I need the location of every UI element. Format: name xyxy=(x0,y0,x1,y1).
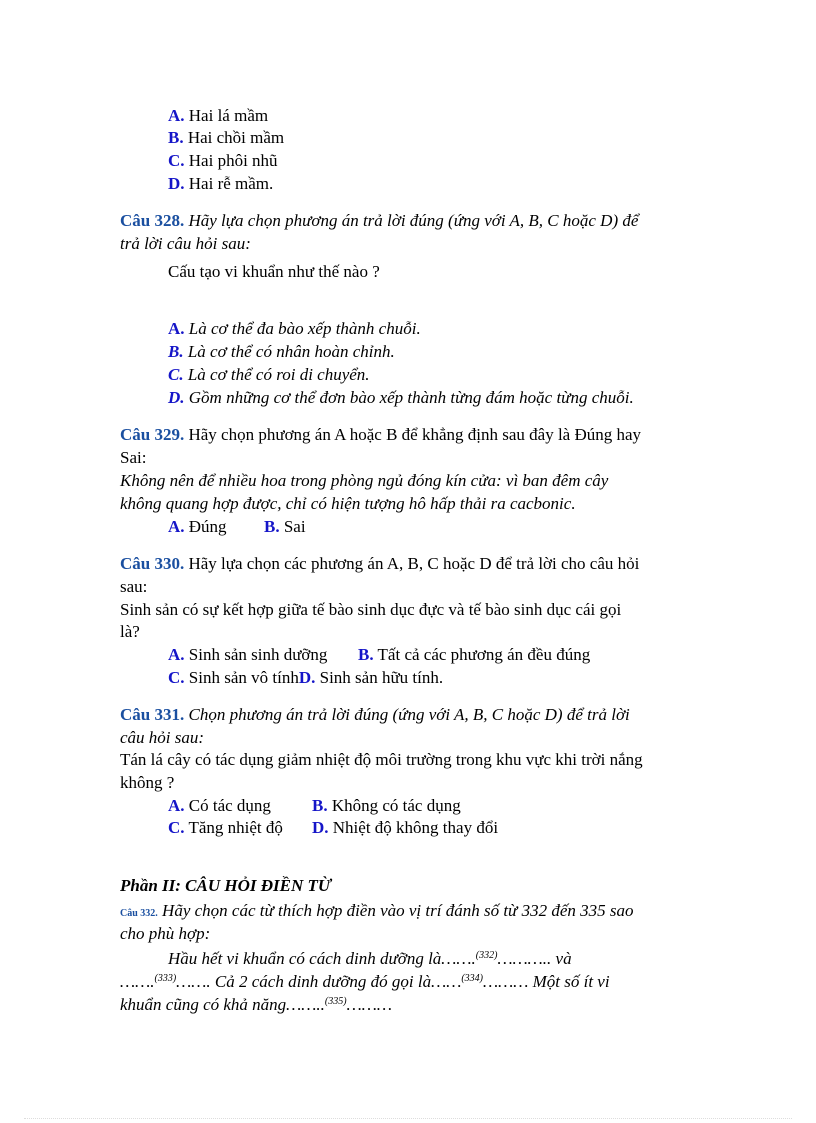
q329-statement-1: Không nên để nhiều hoa trong phòng ngủ đóng kín cửa: vì ban đêm cây xyxy=(120,471,609,490)
q327-option-d: D. Hai rễ mầm. xyxy=(168,174,274,193)
q331-question-2: không ? xyxy=(120,773,175,792)
q328-option-c: C. Là cơ thể có roi di chuyển. xyxy=(168,365,370,384)
q331-option-d: D. Nhiệt độ không thay đổi xyxy=(312,818,499,837)
page-bottom-border xyxy=(24,1118,792,1119)
q330-option-c: C. Sinh sản vô tínhD. Sinh sản hữu tính. xyxy=(168,668,444,687)
q330-question-1: Sinh sản có sự kết hợp giữa tế bào sinh dục đực và tế bào sinh dục cái gọi xyxy=(120,600,622,619)
q328-option-a: A. Là cơ thể đa bào xếp thành chuỗi. xyxy=(168,319,421,338)
q331-heading: Câu 331. Chọn phương án trả lời đúng (ứng với A, B, C hoặc D) để trả lời xyxy=(120,705,630,724)
q329-option-a: A. Đúng xyxy=(168,517,227,536)
q328-instruction-cont: trả lời câu hỏi sau: xyxy=(120,234,251,253)
q331-question-1: Tán lá cây có tác dụng giảm nhiệt độ môi trường trong khu vực khi trời nắng xyxy=(120,750,643,769)
q331-option-c: C. Tăng nhiệt độ xyxy=(168,818,283,837)
q327-option-b: B. Hai chồi mầm xyxy=(168,128,285,147)
q332-fill-line-3: khuẩn cũng có khả năng……..$^{(335)}$……… xyxy=(120,995,392,1014)
q330-question-2: là? xyxy=(120,622,140,641)
q330-instruction-cont: sau: xyxy=(120,577,148,596)
q328-option-b: B. Là cơ thể có nhân hoàn chỉnh. xyxy=(168,342,395,361)
q329-heading: Câu 329. Hãy chọn phương án A hoặc B để khẳng định sau đây là Đúng hay xyxy=(120,425,642,444)
q328-question: Cấu tạo vi khuẩn như thế nào ? xyxy=(168,262,380,281)
q327-option-c: C. Hai phôi nhũ xyxy=(168,151,278,170)
q331-option-a: A. Có tác dụng xyxy=(168,796,271,815)
q332-fill-line-2: …….$^{(333)}$……. Cả 2 cách dinh dưỡng đó gọi là……$^{(334)}$……… Một số ít vi xyxy=(120,972,610,991)
q332-instruction-cont: cho phù hợp: xyxy=(120,924,211,943)
q330-option-a: A. Sinh sản sinh dưỡng xyxy=(168,645,328,664)
q330-option-b: B. Tất cả các phương án đều đúng xyxy=(358,645,591,664)
q327-option-a: A. Hai lá mầm xyxy=(168,106,269,125)
q328-heading: Câu 328. Hãy lựa chọn phương án trả lời đúng (ứng với A, B, C hoặc D) để xyxy=(120,211,639,230)
q331-instruction-cont: câu hỏi sau: xyxy=(120,728,205,747)
q332-fill-line-1: Hầu hết vi khuẩn có cách dinh dưỡng là…….$^{(332)}$……….. và xyxy=(168,949,572,968)
q330-heading: Câu 330. Hãy lựa chọn các phương án A, B, C hoặc D để trả lời cho câu hỏi xyxy=(120,554,640,573)
q332-heading: Câu 332. Hãy chọn các từ thích hợp điền vào vị trí đánh số từ 332 đến 335 sao xyxy=(120,901,634,920)
q329-instruction-cont: Sai: xyxy=(120,448,147,467)
q329-option-b: B. Sai xyxy=(264,517,306,536)
q328-option-d: D. Gồm những cơ thể đơn bào xếp thành từng đám hoặc từng chuỗi. xyxy=(168,388,634,407)
q331-option-b: B. Không có tác dụng xyxy=(312,796,461,815)
part2-title: Phần II: CÂU HỎI ĐIỀN TỪ xyxy=(120,876,332,895)
q329-statement-2: không quang hợp được, chỉ có hiện tượng hô hấp thải ra cacbonic. xyxy=(120,494,576,513)
